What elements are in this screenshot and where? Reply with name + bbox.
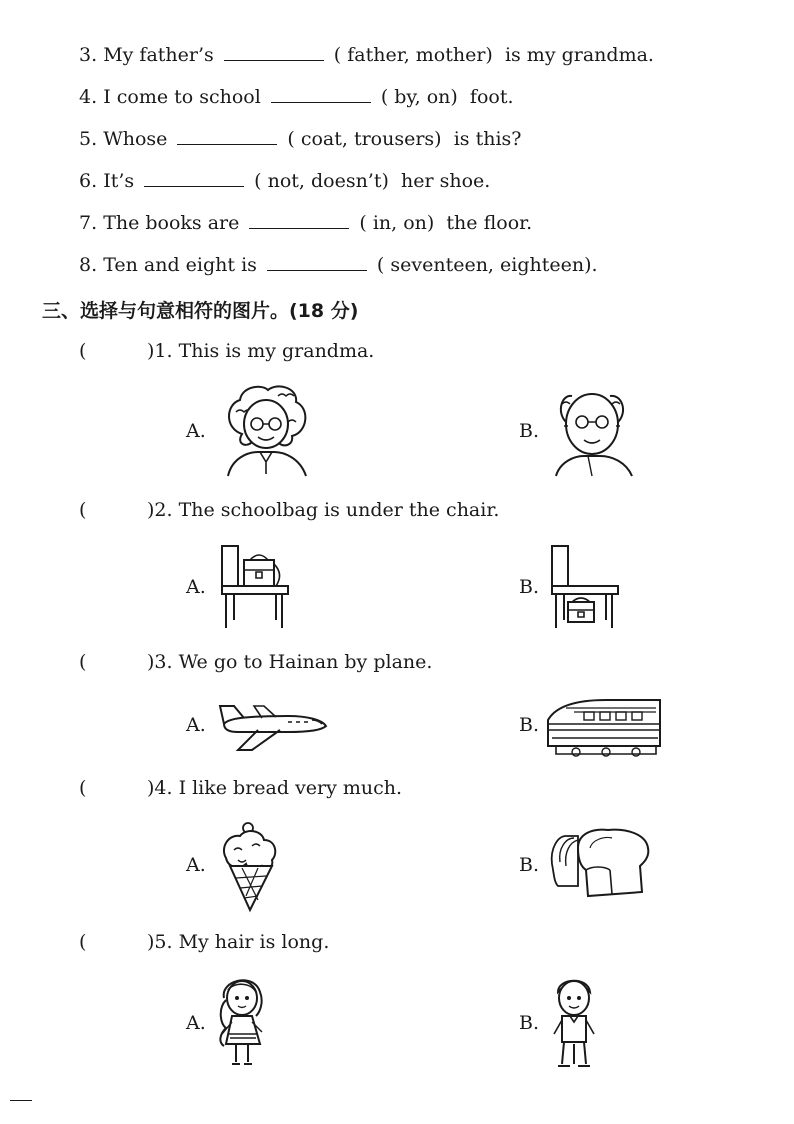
answer-blank[interactable] [224, 44, 324, 61]
option-a-label: A. [186, 420, 206, 442]
ice-cream-picture[interactable] [218, 820, 282, 914]
item-choices: ( coat, trousers) [287, 128, 442, 150]
item-number: 6. [79, 170, 98, 192]
fill-item [79, 212, 532, 234]
item-text-after: . [591, 254, 598, 276]
item-number: 4. [79, 86, 98, 108]
question-text: My hair is long. [178, 931, 330, 953]
item-choices: ( in, on) [359, 212, 435, 234]
answer-blank[interactable] [271, 86, 371, 103]
item-number: 3. [79, 44, 98, 66]
fill-item [79, 44, 654, 66]
item-text: Whose [103, 128, 168, 150]
item-text: It’s [103, 170, 135, 192]
bag-under-chair-picture[interactable] [548, 542, 624, 632]
option-b-label: B. [519, 576, 540, 598]
bread-picture[interactable] [548, 826, 652, 900]
item-text: Ten and eight is [103, 254, 257, 276]
item-text: The books are [103, 212, 240, 234]
question-number: 2. [154, 499, 173, 521]
option-b-label: B. [519, 1012, 540, 1034]
item-number: 5. [79, 128, 98, 150]
item-choices: ( seventeen, eighteen) [376, 254, 592, 276]
item-number: 7. [79, 212, 98, 234]
section-title: 三、选择与句意相符的图片。(18 分) [42, 300, 359, 322]
train-picture[interactable] [546, 694, 664, 758]
grandpa-picture[interactable] [548, 382, 638, 480]
footer-mark [10, 1100, 32, 1101]
fill-item [79, 170, 490, 192]
fill-item [79, 128, 521, 150]
option-b-label: B. [519, 420, 540, 442]
item-text: My father’s [103, 44, 214, 66]
question-text: The schoolbag is under the chair. [178, 499, 500, 521]
answer-bracket[interactable]: ( [79, 340, 87, 362]
fill-item [79, 86, 514, 108]
item-choices: ( not, doesn’t) [254, 170, 389, 192]
question-number: 4. [154, 777, 173, 799]
question-5: ( )5. My hair is long. [79, 931, 330, 953]
question-2: ( )2. The schoolbag is under the chair. [79, 499, 500, 521]
item-number: 8. [79, 254, 98, 276]
question-text: This is my grandma. [178, 340, 375, 362]
option-a-label: A. [186, 854, 206, 876]
item-text-after: is this? [453, 128, 522, 150]
answer-bracket[interactable]: ( [79, 499, 87, 521]
option-a-label: A. [186, 714, 206, 736]
grandma-picture[interactable] [218, 382, 314, 480]
question-3: ( )3. We go to Hainan by plane. [79, 651, 433, 673]
item-text-after: the floor. [446, 212, 533, 234]
item-text-after: foot. [469, 86, 514, 108]
fill-item [79, 254, 598, 276]
item-text-after: is my grandma. [504, 44, 654, 66]
question-4: ( )4. I like bread very much. [79, 777, 403, 799]
girl-long-hair-picture[interactable] [214, 972, 270, 1070]
option-a-label: A. [186, 1012, 206, 1034]
question-number: 1. [154, 340, 173, 362]
answer-blank[interactable] [249, 212, 349, 229]
answer-bracket[interactable]: ( [79, 931, 87, 953]
item-choices: ( father, mother) [333, 44, 493, 66]
answer-blank[interactable] [177, 128, 277, 145]
question-number: 5. [154, 931, 173, 953]
answer-bracket[interactable]: ( [79, 651, 87, 673]
answer-bracket[interactable]: ( [79, 777, 87, 799]
item-text-after: her shoe. [400, 170, 491, 192]
bag-on-chair-picture[interactable] [218, 542, 294, 632]
question-text: We go to Hainan by plane. [178, 651, 433, 673]
boy-short-hair-picture[interactable] [546, 972, 602, 1070]
option-b-label: B. [519, 854, 540, 876]
question-text: I like bread very much. [178, 777, 403, 799]
question-1: ( )1. This is my grandma. [79, 340, 375, 362]
item-text: I come to school [103, 86, 261, 108]
answer-blank[interactable] [144, 170, 244, 187]
question-number: 3. [154, 651, 173, 673]
option-a-label: A. [186, 576, 206, 598]
option-b-label: B. [519, 714, 540, 736]
item-choices: ( by, on) [380, 86, 458, 108]
answer-blank[interactable] [267, 254, 367, 271]
plane-picture[interactable] [218, 700, 330, 752]
